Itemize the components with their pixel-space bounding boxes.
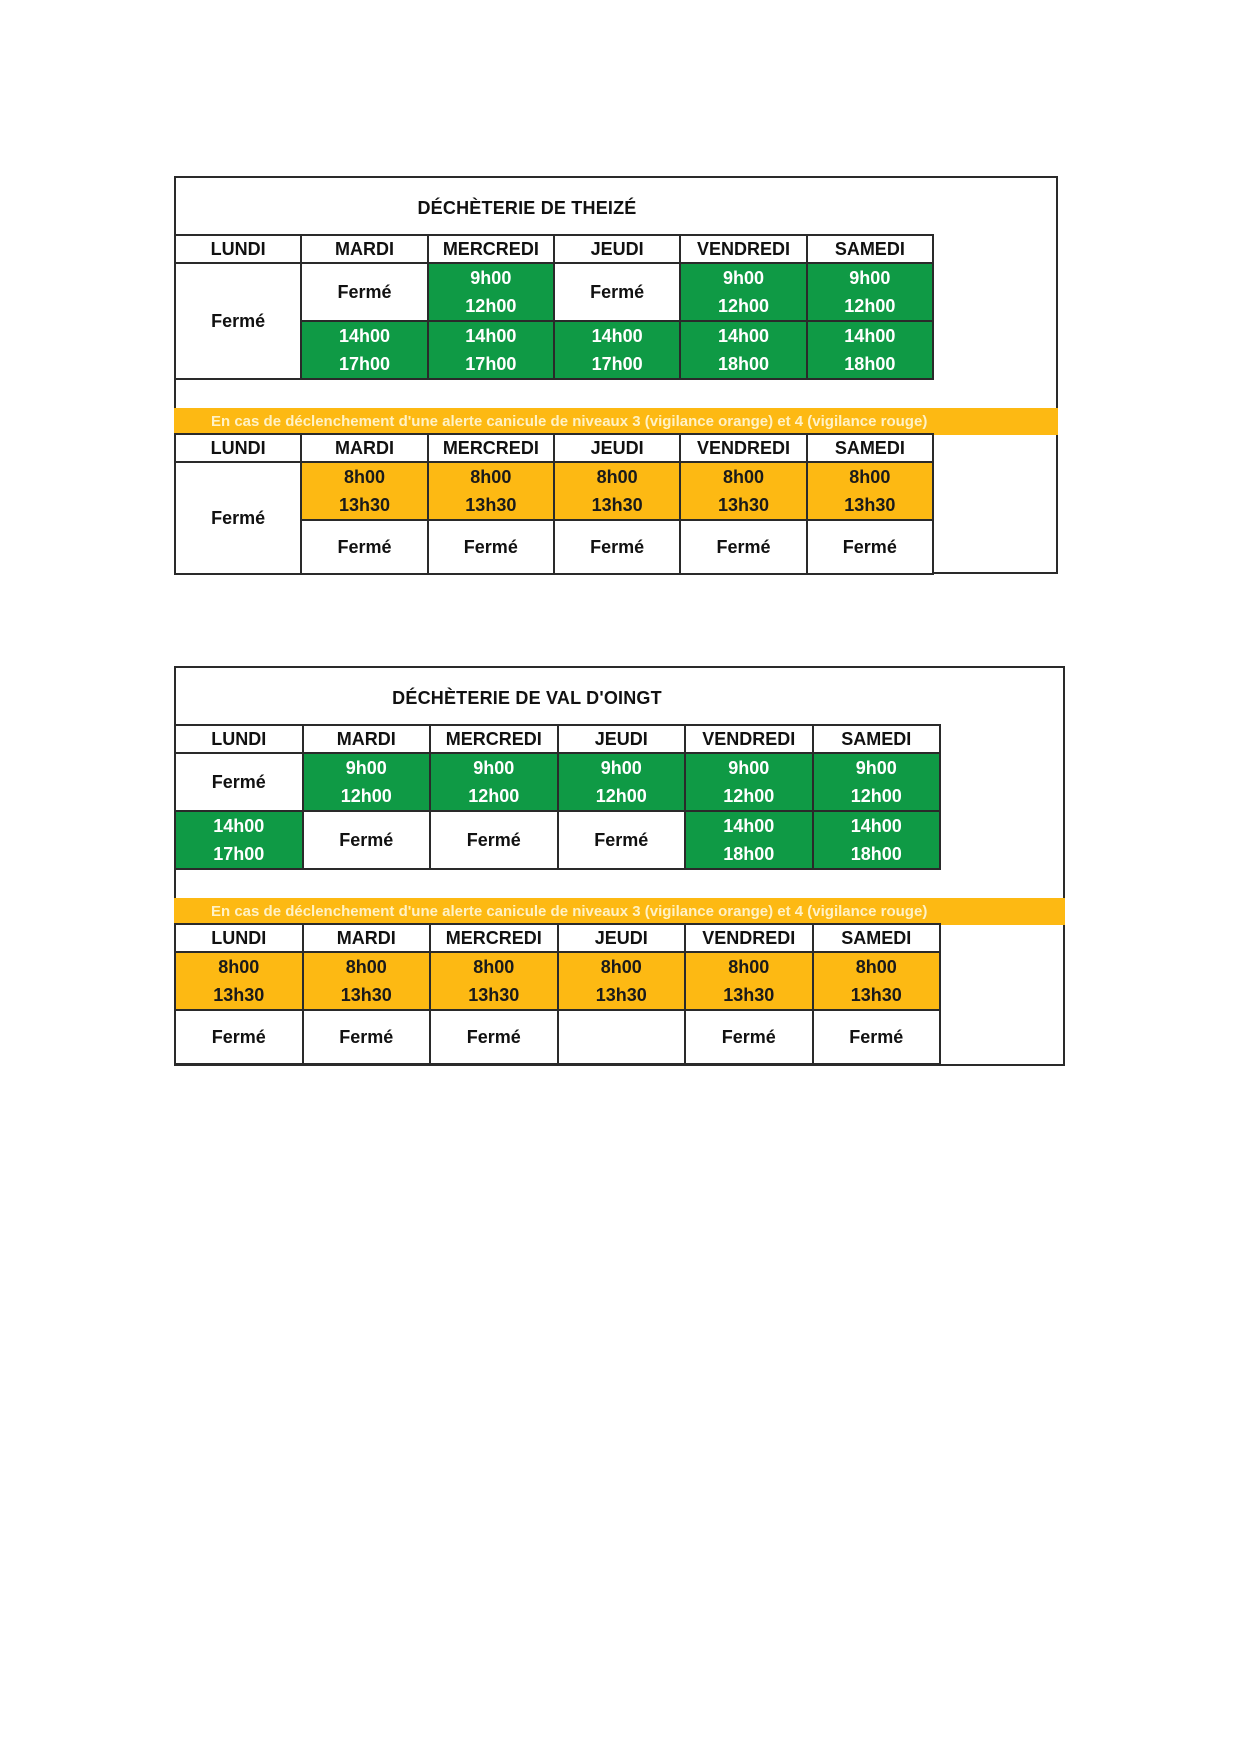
open-time: 8h00 — [722, 467, 764, 487]
close-time: 17h00 — [591, 354, 643, 374]
mardi-afternoon-closed: Fermé — [303, 811, 431, 869]
close-time: 12h00 — [595, 786, 647, 806]
mardi-afternoon-closed: Fermé — [303, 1010, 431, 1064]
jeudi-afternoon-hours — [554, 321, 680, 379]
mercredi-afternoon-closed: Fermé — [430, 1010, 558, 1064]
samedi-morning-hours — [807, 263, 933, 321]
heat-alert-banner: En cas de déclenchement d'une alerte canicule de niveaux 3 (vigilance orange) et 4 (vigilance rouge) — [174, 898, 1065, 925]
day-header: SAMEDI — [813, 924, 941, 952]
schedule-block-theize — [174, 176, 1058, 574]
day-header: MERCREDI — [428, 235, 554, 263]
mercredi-afternoon-hours — [428, 321, 554, 379]
day-header: SAMEDI — [813, 725, 941, 753]
day-header: VENDREDI — [685, 924, 813, 952]
day-header: LUNDI — [175, 434, 301, 462]
heatwave-schedule-table — [174, 433, 934, 575]
open-time: 14h00 — [213, 816, 265, 836]
mardi-morning-hours — [303, 753, 431, 811]
close-time: 13h30 — [213, 985, 265, 1005]
close-time: 13h30 — [844, 495, 896, 515]
close-time: 13h30 — [465, 495, 517, 515]
vendredi-afternoon-closed: Fermé — [685, 1010, 813, 1064]
open-time: 8h00 — [596, 467, 638, 487]
mercredi-morning-hours — [430, 753, 558, 811]
jeudi-afternoon-closed: Fermé — [554, 520, 680, 574]
close-time: 13h30 — [591, 495, 643, 515]
open-time: 8h00 — [470, 467, 512, 487]
mercredi-heat-hours — [428, 462, 554, 520]
open-time: 8h00 — [218, 957, 260, 977]
day-header-row — [175, 924, 940, 952]
close-time: 17h00 — [338, 354, 391, 374]
day-header: JEUDI — [554, 235, 680, 263]
vendredi-afternoon-hours — [680, 321, 806, 379]
open-time: 9h00 — [849, 268, 891, 288]
day-header: MARDI — [301, 434, 427, 462]
normal-schedule-table — [174, 724, 941, 870]
day-header: SAMEDI — [807, 434, 933, 462]
day-header: LUNDI — [175, 725, 303, 753]
vendredi-heat-hours — [680, 462, 806, 520]
close-time: 17h00 — [465, 354, 517, 374]
schedule-block-val-doingt — [174, 666, 1065, 1066]
close-time: 13h30 — [595, 985, 647, 1005]
jeudi-morning-closed: Fermé — [554, 263, 680, 321]
close-time: 12h00 — [340, 786, 392, 806]
open-time: 14h00 — [591, 326, 643, 346]
vendredi-heat-hours — [685, 952, 813, 1010]
jeudi-afternoon-empty — [558, 1010, 686, 1064]
vendredi-morning-hours — [685, 753, 813, 811]
day-header: MARDI — [301, 235, 427, 263]
close-time: 12h00 — [850, 786, 902, 806]
samedi-afternoon-hours — [807, 321, 933, 379]
close-time: 13h30 — [717, 495, 769, 515]
open-time: 9h00 — [722, 268, 764, 288]
mardi-afternoon-hours — [301, 321, 427, 379]
jeudi-afternoon-closed: Fermé — [558, 811, 686, 869]
open-time: 8h00 — [345, 957, 387, 977]
open-time: 14h00 — [850, 816, 902, 836]
open-time: 9h00 — [728, 758, 770, 778]
morning-row — [175, 753, 940, 811]
day-header: JEUDI — [558, 725, 686, 753]
mercredi-afternoon-closed: Fermé — [430, 811, 558, 869]
vendredi-morning-hours — [680, 263, 806, 321]
open-time: 8h00 — [855, 957, 897, 977]
mercredi-afternoon-closed: Fermé — [428, 520, 554, 574]
block-title: DÉCHÈTERIE DE VAL D'OINGT — [392, 688, 662, 708]
open-time: 14h00 — [723, 816, 775, 836]
day-header-row — [175, 434, 933, 462]
mardi-heat-hours — [303, 952, 431, 1010]
normal-schedule-table — [174, 234, 934, 380]
heatwave-schedule-table — [174, 923, 941, 1065]
day-header: LUNDI — [175, 235, 301, 263]
block-title: DÉCHÈTERIE DE THEIZÉ — [417, 198, 637, 218]
open-time: 8h00 — [600, 957, 642, 977]
open-time: 8h00 — [473, 957, 515, 977]
day-header: MARDI — [303, 725, 431, 753]
day-header: VENDREDI — [680, 235, 806, 263]
open-time: 14h00 — [465, 326, 517, 346]
close-time: 18h00 — [717, 354, 769, 374]
close-time: 13h30 — [340, 985, 392, 1005]
close-time: 13h30 — [338, 495, 391, 515]
day-header-row — [175, 725, 940, 753]
close-time: 12h00 — [844, 296, 896, 316]
close-time: 18h00 — [723, 844, 775, 864]
close-time: 13h30 — [850, 985, 902, 1005]
close-time: 12h00 — [465, 296, 517, 316]
morning-row — [175, 952, 940, 1010]
day-header: MERCREDI — [428, 434, 554, 462]
samedi-afternoon-closed: Fermé — [813, 1010, 941, 1064]
open-time: 9h00 — [600, 758, 642, 778]
samedi-afternoon-hours — [813, 811, 941, 869]
heat-alert-banner: En cas de déclenchement d'une alerte canicule de niveaux 3 (vigilance orange) et 4 (vigilance rouge) — [174, 408, 1058, 435]
close-time: 13h30 — [723, 985, 775, 1005]
afternoon-row — [175, 1010, 940, 1064]
day-header: MARDI — [303, 924, 431, 952]
jeudi-heat-hours — [554, 462, 680, 520]
lundi-heat-hours — [175, 952, 303, 1010]
open-time: 9h00 — [473, 758, 515, 778]
close-time: 12h00 — [468, 786, 520, 806]
close-time: 17h00 — [213, 844, 265, 864]
day-header: VENDREDI — [680, 434, 806, 462]
mardi-afternoon-closed: Fermé — [301, 520, 427, 574]
samedi-afternoon-closed: Fermé — [807, 520, 933, 574]
close-time: 13h30 — [468, 985, 520, 1005]
day-header: JEUDI — [558, 924, 686, 952]
open-time: 9h00 — [345, 758, 387, 778]
samedi-heat-hours — [813, 952, 941, 1010]
day-header: VENDREDI — [685, 725, 813, 753]
open-time: 9h00 — [855, 758, 897, 778]
close-time: 12h00 — [723, 786, 775, 806]
day-header: MERCREDI — [430, 725, 558, 753]
open-time: 14h00 — [338, 326, 391, 346]
day-header-row — [175, 235, 933, 263]
open-time: 9h00 — [470, 268, 512, 288]
lundi-afternoon-hours — [175, 811, 303, 869]
jeudi-morning-hours — [558, 753, 686, 811]
morning-row — [175, 263, 933, 321]
open-time: 8h00 — [849, 467, 891, 487]
open-time: 8h00 — [343, 467, 385, 487]
day-header: MERCREDI — [430, 924, 558, 952]
open-time: 14h00 — [717, 326, 769, 346]
close-time: 12h00 — [717, 296, 769, 316]
vendredi-afternoon-hours — [685, 811, 813, 869]
lundi-closed-cell: Fermé — [175, 263, 301, 379]
lundi-afternoon-closed: Fermé — [175, 1010, 303, 1064]
day-header: JEUDI — [554, 434, 680, 462]
mardi-heat-hours — [301, 462, 427, 520]
mardi-morning-closed: Fermé — [301, 263, 427, 321]
day-header: SAMEDI — [807, 235, 933, 263]
samedi-morning-hours — [813, 753, 941, 811]
mercredi-heat-hours — [430, 952, 558, 1010]
afternoon-row — [175, 811, 940, 869]
samedi-heat-hours — [807, 462, 933, 520]
mercredi-morning-hours — [428, 263, 554, 321]
morning-row — [175, 462, 933, 520]
close-time: 18h00 — [844, 354, 896, 374]
lundi-closed-cell: Fermé — [175, 462, 301, 574]
open-time: 8h00 — [728, 957, 770, 977]
open-time: 14h00 — [844, 326, 896, 346]
day-header: LUNDI — [175, 924, 303, 952]
close-time: 18h00 — [850, 844, 902, 864]
lundi-morning-closed: Fermé — [175, 753, 303, 811]
jeudi-heat-hours — [558, 952, 686, 1010]
vendredi-afternoon-closed: Fermé — [680, 520, 806, 574]
